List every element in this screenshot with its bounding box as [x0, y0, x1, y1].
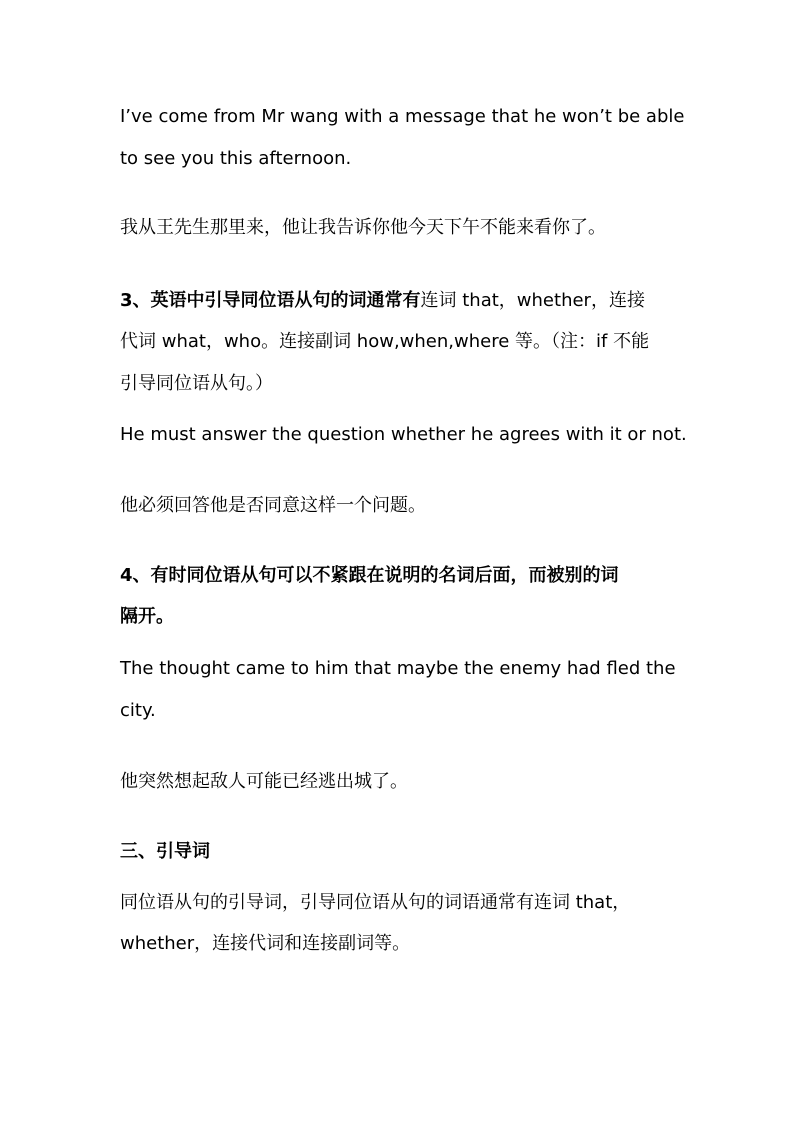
point-3-heading: 3、英语中引导同位语从句的词通常有	[120, 290, 421, 311]
example-sentence-3-line-2: city.	[120, 700, 156, 721]
point-3-line-2: 代词 what，who。连接副词 how,when,where 等。（注：if 不能	[120, 331, 650, 352]
point-4-line-2: 隔开。	[120, 606, 174, 627]
point-4-line-1: 4、有时同位语从句可以不紧跟在说明的名词后面，而被别的词	[120, 565, 619, 586]
section-heading: 三、引导词	[120, 841, 210, 862]
translation-3: 他突然想起敌人可能已经逃出城了。	[120, 771, 408, 792]
section-paragraph-line-2: whether，连接代词和连接副词等。	[120, 933, 411, 954]
example-sentence-2: He must answer the question whether he agrees with it or not.	[120, 424, 687, 445]
translation-2: 他必须回答他是否同意这样一个问题。	[120, 495, 426, 516]
translation-1: 我从王先生那里来，他让我告诉你他今天下午不能来看你了。	[120, 217, 606, 238]
point-3-heading-rest: 连词 that，whether，连接	[420, 290, 645, 311]
example-sentence-line-2: to see you this afternoon.	[120, 148, 352, 169]
point-3-line-3: 引导同位语从句。）	[120, 373, 273, 394]
point-3-line-1	[120, 289, 700, 313]
section-paragraph-line-1: 同位语从句的引导词，引导同位语从句的词语通常有连词 that，	[120, 892, 631, 913]
example-sentence-line-1: I’ve come from Mr wang with a message that he won’t be able	[120, 106, 685, 127]
example-sentence-3-line-1: The thought came to him that maybe the enemy had fled the	[120, 658, 676, 679]
